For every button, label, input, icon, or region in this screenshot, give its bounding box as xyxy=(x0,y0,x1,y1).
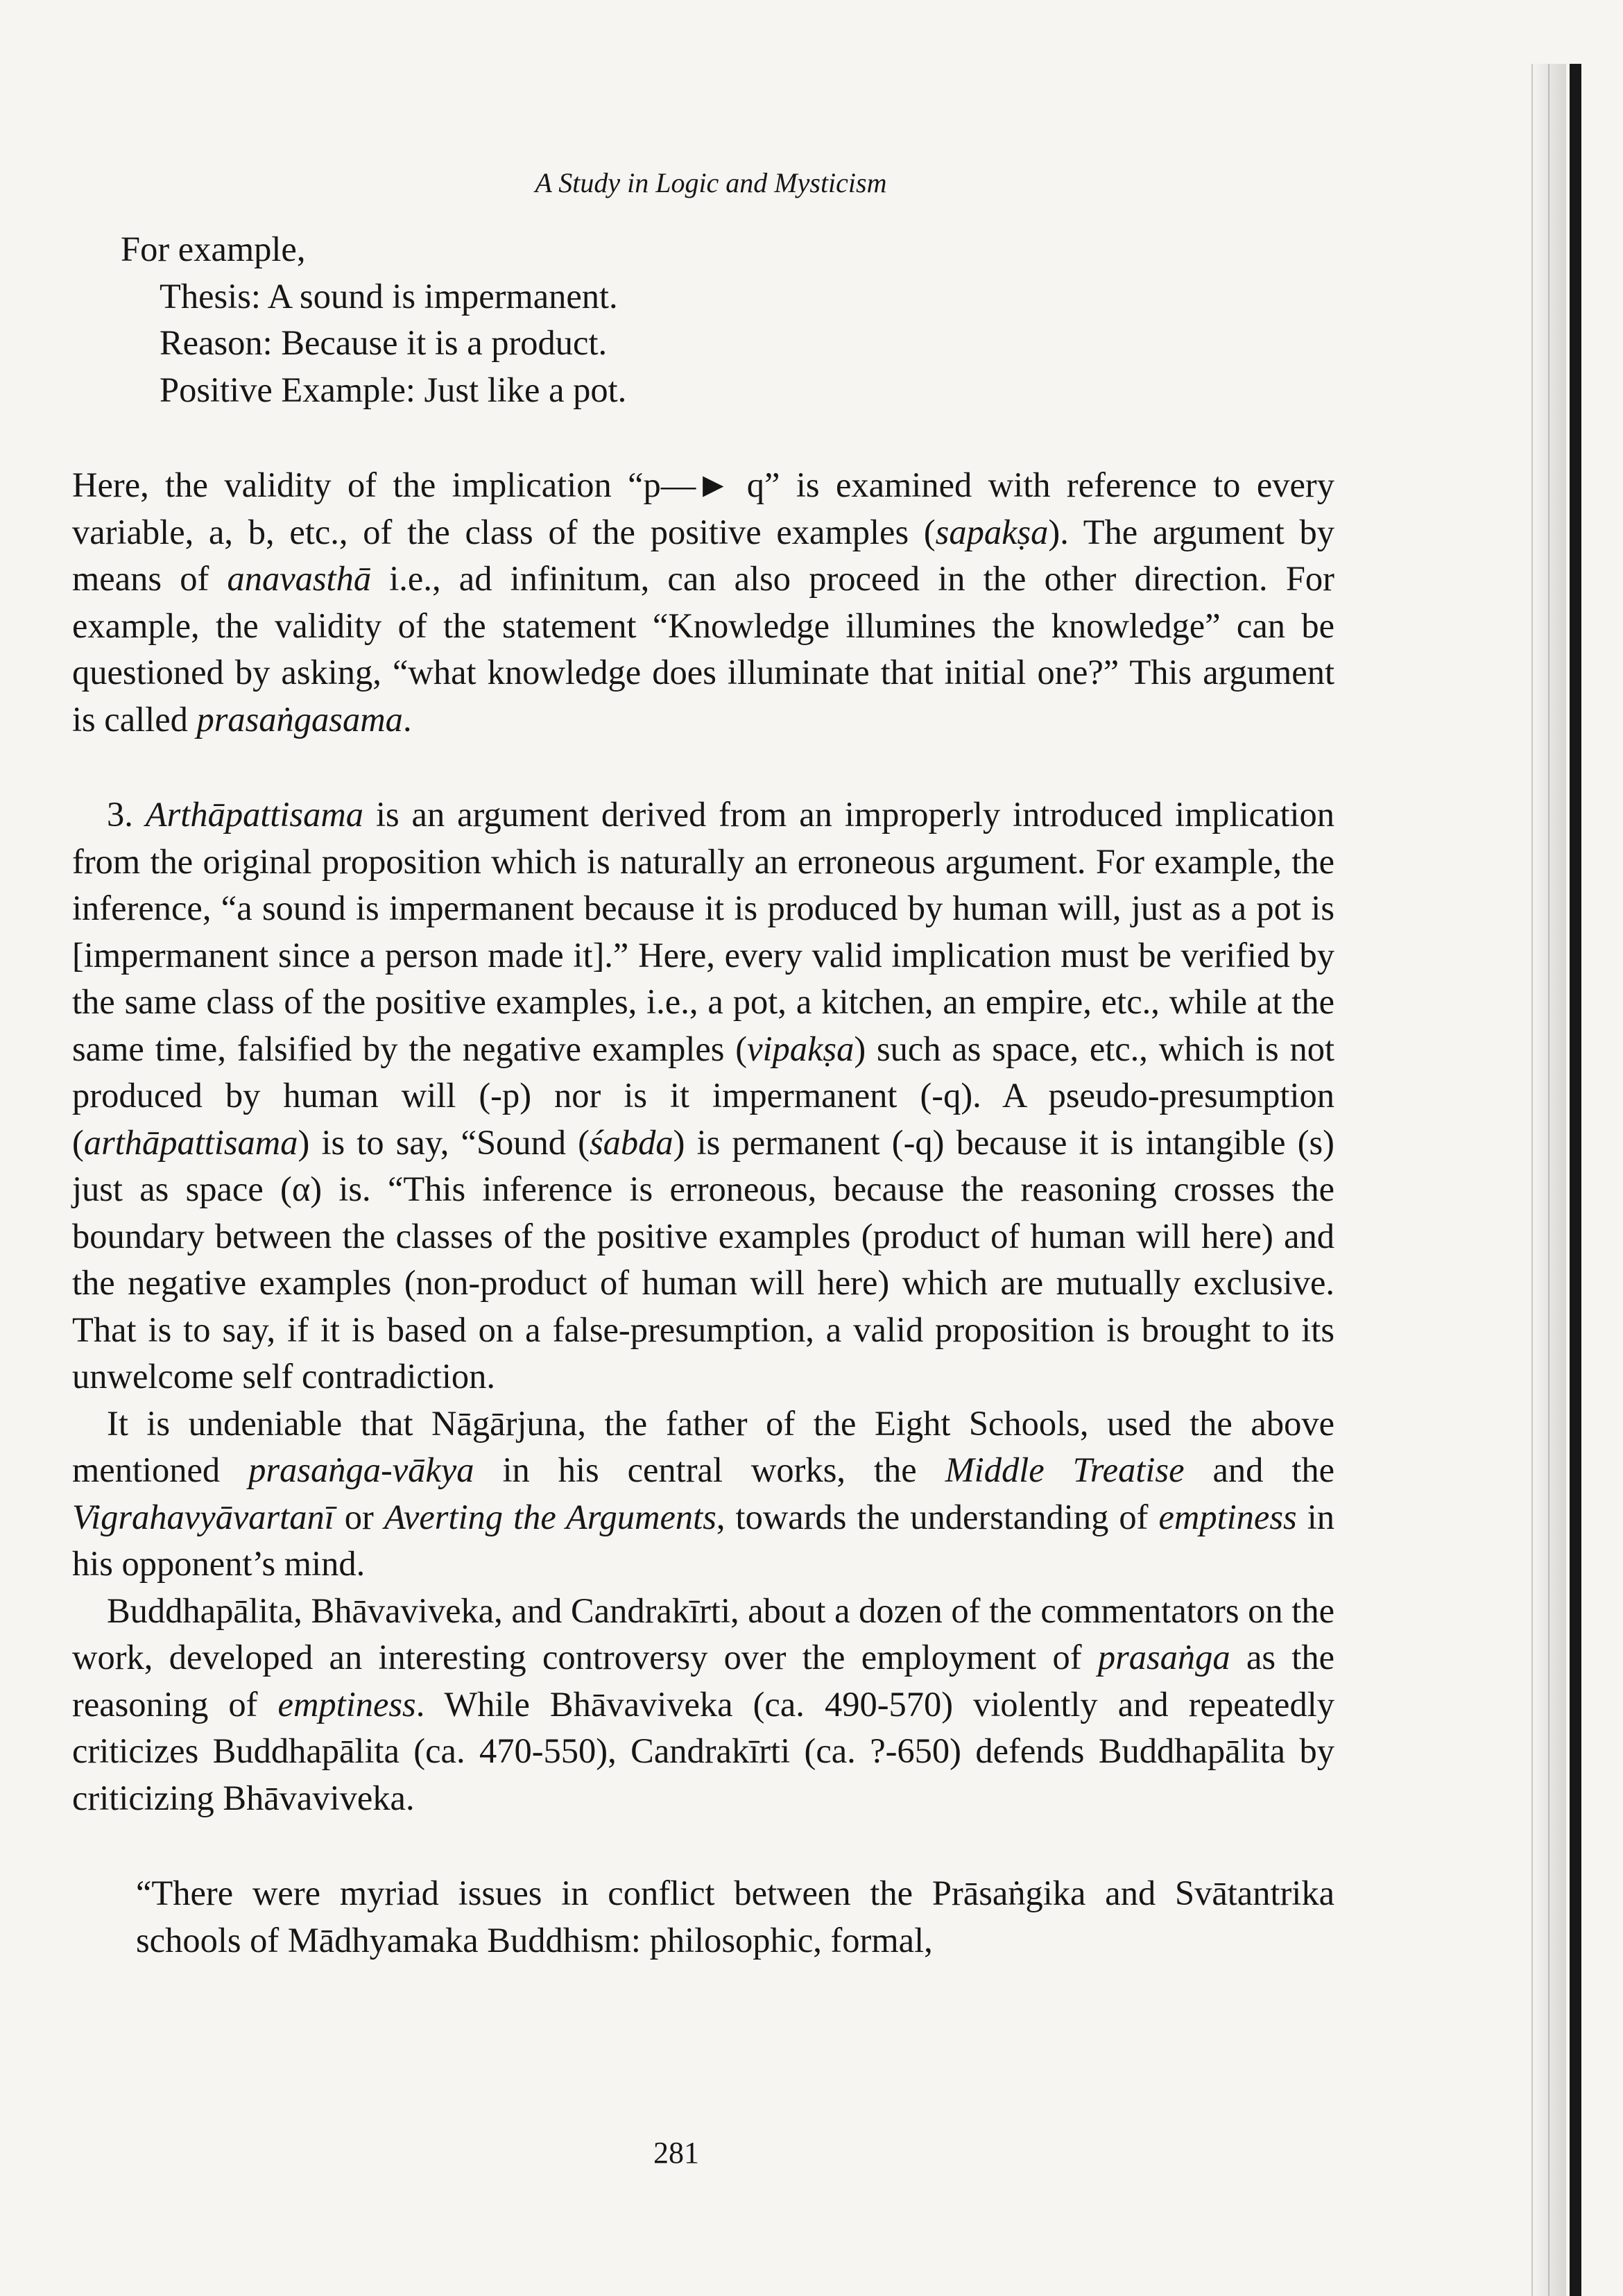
example-thesis xyxy=(72,273,1334,320)
example-label: Reason: xyxy=(160,323,273,362)
paragraph-nagarjuna: It is undeniable that Nāgārjuna, the father of the Eight Schools, used the above mentioned prasaṅga-vākya in his central works, the Middle Treatise and the Vigrahavyāvartanī or Averting the Arguments, towards the understanding of emptiness in his opponent’s mind. xyxy=(72,1403,1335,1583)
binding-line xyxy=(1531,64,1533,2296)
example-label: Positive Example: xyxy=(160,370,415,409)
paragraph-commentators: Buddhapālita, Bhāvaviveka, and Candrakīrti, about a dozen of the commentators on the work, developed an interesting controversy over the employment of prasaṅga as the reasoning of emptiness. While Bhāvaviveka (ca. 490-570) violently and repeatedly criticizes Buddhapālita (ca. 470-550), Candrakīrti (ca. ?-650) defends Buddhapālita by criticizing Bhāvaviveka. xyxy=(72,1591,1335,1817)
example-label: Thesis: xyxy=(160,276,261,316)
example-positive xyxy=(72,367,1334,414)
example-text: Because it is a product. xyxy=(281,323,608,362)
binding-line xyxy=(1548,64,1549,2296)
binding-bar xyxy=(1570,64,1581,2296)
block-quote: “There were myriad issues in conflict between the Prāsaṅgika and Svātantrika schools of Mādhyamaka Buddhism: philosophic, formal, xyxy=(136,1874,1334,1960)
paragraph-implication: Here, the validity of the implication “p—► q” is examined with reference to every variable, a, b, etc., of the class of the positive examples (sapakṣa). The argument by means of anavasthā i.e., ad infinitum, can also proceed in the other direction. For example, the validity of the statement “Knowledge illumines the knowledge” can be questioned by asking, “what knowledge does illuminate that initial one?” This argument is called prasaṅgasama. xyxy=(72,465,1334,739)
example-text: Just like a pot. xyxy=(424,370,627,409)
example-text: A sound is impermanent. xyxy=(267,276,618,316)
page-number: 281 xyxy=(653,2136,699,2170)
example-intro: For example, xyxy=(121,230,306,268)
running-head: A Study in Logic and Mysticism xyxy=(535,167,887,198)
example-reason xyxy=(72,320,1334,367)
text-block xyxy=(72,226,1334,1964)
paragraph-arthapattisama: 3. Arthāpattisama is an argument derived from an improperly introduced implication from the original proposition which is naturally an erroneous argument. For example, the inference, “a sound is impermanent because it is produced by human will, just as a pot is [impermanent since a person made it].” Here, every valid implication must be verified by the same class of the positive examples, i.e., a pot, a kitchen, an empire, etc., while at the same time, falsified by the negative examples (vipakṣa) such as space, etc., which is not produced by human will (-p) nor is it impermanent (-q). A pseudo-presumption (arthāpattisama) is to say, “Sound (śabda) is permanent (-q) because it is intangible (s) just as space (α) is. “This inference is erroneous, because the reasoning crosses the boundary between the classes of the positive examples (product of human will here) and the negative examples (non-product of human will here) which are mutually exclusive. That is to say, if it is based on a false-presumption, a valid proposition is brought to its unwelcome self contradiction. xyxy=(72,795,1334,1396)
